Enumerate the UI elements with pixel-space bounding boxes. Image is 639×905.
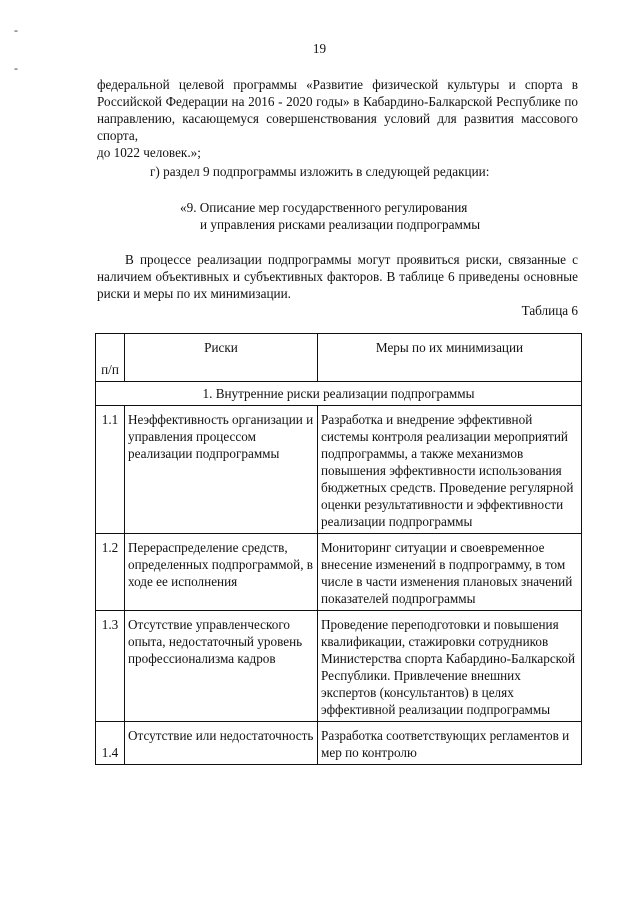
row-risk: Перераспределение средств, определенных подпрограммой, в ходе ее исполнения: [125, 534, 318, 611]
row-risk: Отсутствие или недостаточность: [125, 722, 318, 765]
table-caption: Таблица 6: [521, 303, 578, 318]
row-number: 1.1: [96, 406, 125, 534]
header-num: п/п: [96, 334, 125, 382]
row-measure: Разработка соответствующих регламентов и мер по контролю: [318, 722, 582, 765]
intro-text: федеральной целевой программы «Развитие физической культуры и спорта в Российской Федерации на 2016 - 2020 годы» в Кабардино-Балкарской Республике по направлению, касающемуся совершенствования условий для развития массового спорта,: [97, 77, 578, 143]
intro-paragraph: [97, 76, 578, 161]
table-section-row: [96, 382, 582, 406]
section-title: 1. Внутренние риски реализации подпрограммы: [96, 382, 582, 406]
item-g-text: г) раздел 9 подпрограммы изложить в следующей редакции:: [150, 164, 490, 179]
row-risk: Неэффективность организации и управления процессом реализации подпрограммы: [125, 406, 318, 534]
row-number: 1.4: [96, 722, 125, 765]
row-measure: Разработка и внедрение эффективной системы контроля реализации мероприятий подпрограммы, а также механизмов повышения эффективности использования бюджетных средств. Проведение регулярной оценки результативности и эффективности реализации подпрограммы: [318, 406, 582, 534]
table-row: [96, 406, 582, 534]
row-risk: Отсутствие управленческого опыта, недостаточный уровень профессионализма кадров: [125, 611, 318, 722]
row-measure: Проведение переподготовки и повышения квалификации, стажировки сотрудников Министерства спорта Кабардино-Балкарской Республики. Привлечение внешних экспертов (консультантов) в целях эффективной реализации подпрограммы: [318, 611, 582, 722]
body-paragraph: В процессе реализации подпрограммы могут проявиться риски, связанные с наличием объективных и субъективных факторов. В таблице 6 приведены основные риски и меры по их минимизации.: [97, 252, 578, 301]
heading-line-2: и управления рисками реализации подпрограммы: [200, 217, 481, 232]
table-row: [96, 534, 582, 611]
margin-mark: -: [14, 61, 18, 75]
table-header-row: [96, 334, 582, 382]
header-risks: Риски: [125, 334, 318, 382]
row-number: 1.2: [96, 534, 125, 611]
heading-line-1: «9. Описание мер государственного регулирования: [180, 200, 468, 215]
row-number: 1.3: [96, 611, 125, 722]
intro-last-line: до 1022 человек.»;: [97, 145, 201, 160]
section-heading: [180, 199, 480, 233]
header-measures: Меры по их минимизации: [318, 334, 582, 382]
page-number: 19: [312, 41, 327, 56]
row-measure: Мониторинг ситуации и своевременное внесение изменений в подпрограмму, в том числе в части изменения плановых значений показателей подпрограммы: [318, 534, 582, 611]
margin-mark: -: [14, 23, 18, 37]
table-row: [96, 722, 582, 765]
risks-table: [95, 333, 582, 765]
table-row: [96, 611, 582, 722]
